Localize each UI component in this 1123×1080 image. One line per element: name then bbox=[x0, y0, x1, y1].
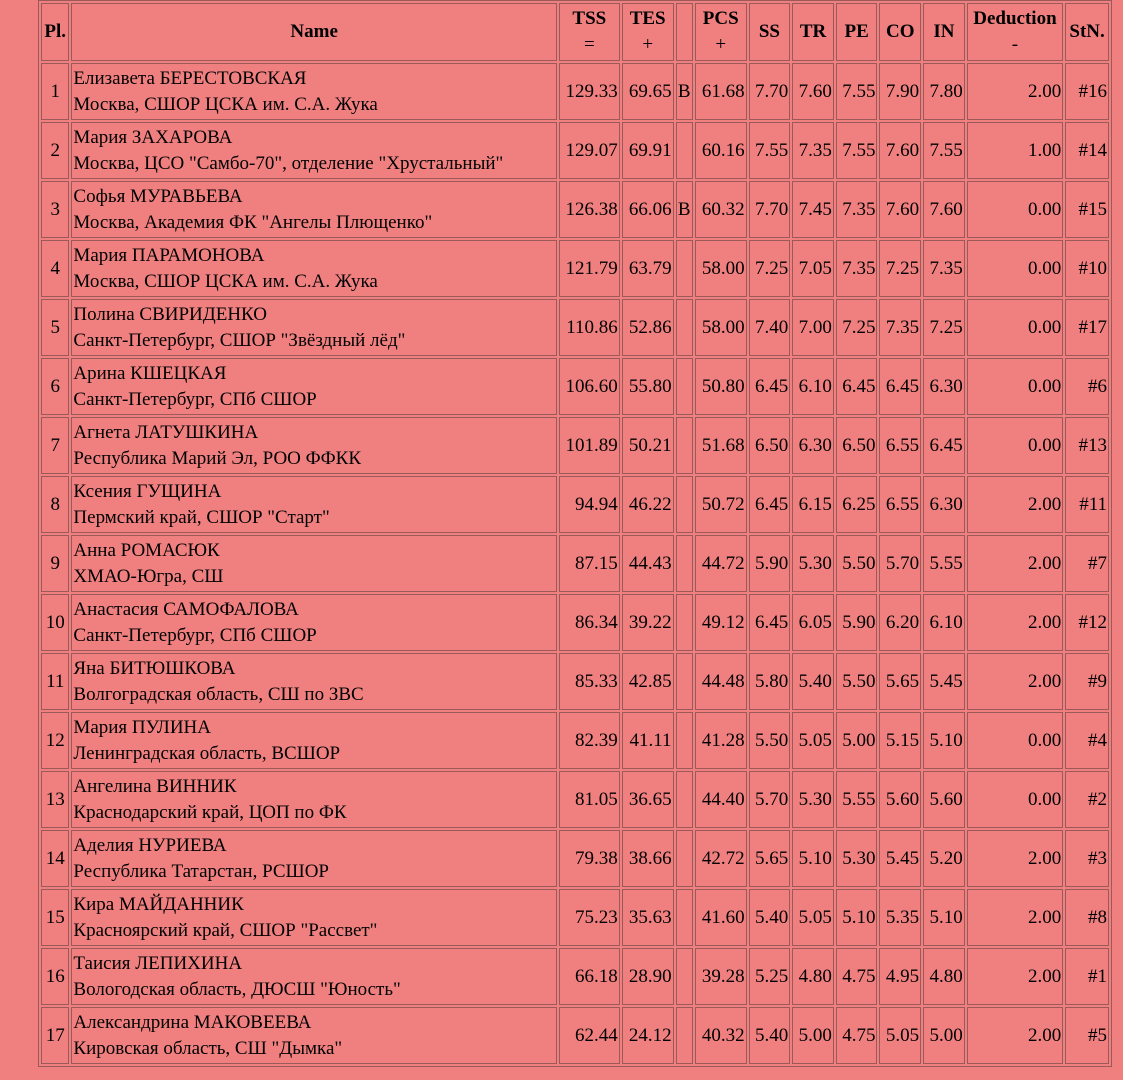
in-cell: 7.35 bbox=[923, 240, 965, 297]
pcs-cell: 60.32 bbox=[695, 181, 747, 238]
skater-club: Красноярский край, СШОР "Рассвет" bbox=[73, 919, 378, 941]
tss-cell: 62.44 bbox=[559, 1007, 620, 1064]
ss-cell: 5.50 bbox=[749, 712, 791, 769]
pcs-cell: 51.68 bbox=[695, 417, 747, 474]
deduction-cell: 0.00 bbox=[967, 712, 1063, 769]
name-cell bbox=[71, 299, 556, 356]
header-deduction: Deduction - bbox=[967, 3, 1063, 61]
header-tss: TSS = bbox=[559, 3, 620, 61]
name-cell bbox=[71, 417, 556, 474]
place-cell: 16 bbox=[41, 948, 69, 1005]
name-cell bbox=[71, 535, 556, 592]
pe-cell: 7.35 bbox=[836, 181, 878, 238]
pe-cell: 5.50 bbox=[836, 535, 878, 592]
name-cell bbox=[71, 358, 556, 415]
start-number-cell: #12 bbox=[1065, 594, 1109, 651]
tss-cell: 129.33 bbox=[559, 63, 620, 120]
pe-cell: 6.25 bbox=[836, 476, 878, 533]
skater-club: Санкт-Петербург, СПб СШОР bbox=[73, 624, 317, 646]
start-number-cell: #11 bbox=[1065, 476, 1109, 533]
tss-cell: 86.34 bbox=[559, 594, 620, 651]
pcs-cell: 40.32 bbox=[695, 1007, 747, 1064]
header-ss: SS bbox=[749, 3, 791, 61]
tes-cell: 24.12 bbox=[622, 1007, 674, 1064]
pcs-cell: 44.48 bbox=[695, 653, 747, 710]
co-cell: 5.15 bbox=[879, 712, 921, 769]
bonus-cell: B bbox=[676, 63, 693, 120]
deduction-cell: 2.00 bbox=[967, 63, 1063, 120]
place-cell: 10 bbox=[41, 594, 69, 651]
deduction-cell: 2.00 bbox=[967, 653, 1063, 710]
tr-cell: 6.10 bbox=[792, 358, 834, 415]
in-cell: 5.10 bbox=[923, 712, 965, 769]
pcs-cell: 44.40 bbox=[695, 771, 747, 828]
ss-cell: 5.80 bbox=[749, 653, 791, 710]
start-number-cell: #9 bbox=[1065, 653, 1109, 710]
pe-cell: 5.10 bbox=[836, 889, 878, 946]
table-row bbox=[41, 181, 1109, 238]
table-row bbox=[41, 535, 1109, 592]
ss-cell: 6.45 bbox=[749, 594, 791, 651]
ss-cell: 7.70 bbox=[749, 181, 791, 238]
table-row bbox=[41, 830, 1109, 887]
tr-cell: 7.35 bbox=[792, 122, 834, 179]
pe-cell: 5.30 bbox=[836, 830, 878, 887]
tes-cell: 28.90 bbox=[622, 948, 674, 1005]
pcs-cell: 50.80 bbox=[695, 358, 747, 415]
co-cell: 5.45 bbox=[879, 830, 921, 887]
header-tr: TR bbox=[792, 3, 834, 61]
pe-cell: 7.35 bbox=[836, 240, 878, 297]
skater-name: Ксения ГУЩИНА bbox=[73, 480, 222, 502]
header-place: Pl. bbox=[41, 3, 69, 61]
start-number-cell: #6 bbox=[1065, 358, 1109, 415]
table-row bbox=[41, 299, 1109, 356]
co-cell: 5.05 bbox=[879, 1007, 921, 1064]
place-cell: 1 bbox=[41, 63, 69, 120]
in-cell: 6.30 bbox=[923, 476, 965, 533]
name-cell bbox=[71, 122, 556, 179]
pcs-cell: 42.72 bbox=[695, 830, 747, 887]
table-row bbox=[41, 771, 1109, 828]
place-cell: 4 bbox=[41, 240, 69, 297]
tss-cell: 94.94 bbox=[559, 476, 620, 533]
tes-cell: 50.21 bbox=[622, 417, 674, 474]
place-cell: 11 bbox=[41, 653, 69, 710]
place-cell: 17 bbox=[41, 1007, 69, 1064]
bonus-cell bbox=[676, 771, 693, 828]
tr-cell: 5.00 bbox=[792, 1007, 834, 1064]
tr-cell: 7.60 bbox=[792, 63, 834, 120]
table-row bbox=[41, 1007, 1109, 1064]
deduction-cell: 2.00 bbox=[967, 948, 1063, 1005]
table-row bbox=[41, 594, 1109, 651]
skater-club: Ленинградская область, ВСШОР bbox=[73, 742, 341, 764]
skater-name: Полина СВИРИДЕНКО bbox=[73, 303, 267, 325]
table-row bbox=[41, 358, 1109, 415]
pe-cell: 7.55 bbox=[836, 122, 878, 179]
tr-cell: 6.05 bbox=[792, 594, 834, 651]
pcs-cell: 44.72 bbox=[695, 535, 747, 592]
in-cell: 4.80 bbox=[923, 948, 965, 1005]
in-cell: 7.25 bbox=[923, 299, 965, 356]
skater-name: Елизавета БЕРЕСТОВСКАЯ bbox=[73, 67, 307, 89]
co-cell: 6.45 bbox=[879, 358, 921, 415]
pcs-cell: 50.72 bbox=[695, 476, 747, 533]
co-cell: 4.95 bbox=[879, 948, 921, 1005]
start-number-cell: #17 bbox=[1065, 299, 1109, 356]
co-cell: 7.90 bbox=[879, 63, 921, 120]
results-table bbox=[38, 0, 1112, 1067]
bonus-cell bbox=[676, 889, 693, 946]
skater-club: ХМАО-Югра, СШ bbox=[73, 565, 224, 587]
skater-club: Краснодарский край, ЦОП по ФК bbox=[73, 801, 347, 823]
deduction-cell: 2.00 bbox=[967, 535, 1063, 592]
ss-cell: 5.40 bbox=[749, 1007, 791, 1064]
in-cell: 6.45 bbox=[923, 417, 965, 474]
co-cell: 7.35 bbox=[879, 299, 921, 356]
tr-cell: 7.00 bbox=[792, 299, 834, 356]
header-pe: PE bbox=[836, 3, 878, 61]
ss-cell: 7.70 bbox=[749, 63, 791, 120]
header-in: IN bbox=[923, 3, 965, 61]
place-cell: 5 bbox=[41, 299, 69, 356]
skater-name: Аделия НУРИЕВА bbox=[73, 834, 227, 856]
in-cell: 6.30 bbox=[923, 358, 965, 415]
pcs-cell: 39.28 bbox=[695, 948, 747, 1005]
name-cell bbox=[71, 1007, 556, 1064]
pe-cell: 5.55 bbox=[836, 771, 878, 828]
table-row bbox=[41, 122, 1109, 179]
bonus-cell bbox=[676, 1007, 693, 1064]
ss-cell: 5.25 bbox=[749, 948, 791, 1005]
skater-name: Анна РОМАСЮК bbox=[73, 539, 220, 561]
pcs-cell: 58.00 bbox=[695, 240, 747, 297]
co-cell: 5.65 bbox=[879, 653, 921, 710]
skater-club: Москва, СШОР ЦСКА им. С.А. Жука bbox=[73, 270, 378, 292]
in-cell: 6.10 bbox=[923, 594, 965, 651]
name-cell bbox=[71, 181, 556, 238]
place-cell: 15 bbox=[41, 889, 69, 946]
name-cell bbox=[71, 594, 556, 651]
in-cell: 5.60 bbox=[923, 771, 965, 828]
deduction-cell: 2.00 bbox=[967, 594, 1063, 651]
skater-club: Санкт-Петербург, СШОР "Звёздный лёд" bbox=[73, 329, 406, 351]
table-row bbox=[41, 476, 1109, 533]
pe-cell: 5.00 bbox=[836, 712, 878, 769]
bonus-cell: B bbox=[676, 181, 693, 238]
tss-cell: 126.38 bbox=[559, 181, 620, 238]
name-cell bbox=[71, 712, 556, 769]
tr-cell: 5.30 bbox=[792, 771, 834, 828]
deduction-cell: 2.00 bbox=[967, 476, 1063, 533]
co-cell: 7.25 bbox=[879, 240, 921, 297]
header-co: CO bbox=[879, 3, 921, 61]
place-cell: 2 bbox=[41, 122, 69, 179]
tes-cell: 41.11 bbox=[622, 712, 674, 769]
tss-cell: 110.86 bbox=[559, 299, 620, 356]
header-start-number: StN. bbox=[1065, 3, 1109, 61]
tss-cell: 79.38 bbox=[559, 830, 620, 887]
bonus-cell bbox=[676, 299, 693, 356]
start-number-cell: #10 bbox=[1065, 240, 1109, 297]
skater-name: Мария ПАРАМОНОВА bbox=[73, 244, 265, 266]
name-cell bbox=[71, 771, 556, 828]
place-cell: 13 bbox=[41, 771, 69, 828]
tss-cell: 87.15 bbox=[559, 535, 620, 592]
tes-cell: 35.63 bbox=[622, 889, 674, 946]
start-number-cell: #7 bbox=[1065, 535, 1109, 592]
tes-cell: 36.65 bbox=[622, 771, 674, 828]
name-cell bbox=[71, 476, 556, 533]
skater-name: Анастасия САМОФАЛОВА bbox=[73, 598, 299, 620]
pcs-cell: 60.16 bbox=[695, 122, 747, 179]
name-cell bbox=[71, 948, 556, 1005]
tes-cell: 39.22 bbox=[622, 594, 674, 651]
deduction-cell: 1.00 bbox=[967, 122, 1063, 179]
in-cell: 5.45 bbox=[923, 653, 965, 710]
co-cell: 5.70 bbox=[879, 535, 921, 592]
start-number-cell: #2 bbox=[1065, 771, 1109, 828]
tes-cell: 66.06 bbox=[622, 181, 674, 238]
in-cell: 5.55 bbox=[923, 535, 965, 592]
pcs-cell: 41.60 bbox=[695, 889, 747, 946]
table-row bbox=[41, 417, 1109, 474]
header-row bbox=[41, 3, 1109, 61]
skater-name: Таисия ЛЕПИХИНА bbox=[73, 952, 243, 974]
start-number-cell: #15 bbox=[1065, 181, 1109, 238]
start-number-cell: #14 bbox=[1065, 122, 1109, 179]
skater-name: Мария ЗАХАРОВА bbox=[73, 126, 233, 148]
tss-cell: 106.60 bbox=[559, 358, 620, 415]
name-cell bbox=[71, 240, 556, 297]
ss-cell: 5.65 bbox=[749, 830, 791, 887]
pe-cell: 4.75 bbox=[836, 1007, 878, 1064]
skater-name: Агнета ЛАТУШКИНА bbox=[73, 421, 259, 443]
tss-cell: 66.18 bbox=[559, 948, 620, 1005]
skater-name: Мария ПУЛИНА bbox=[73, 716, 211, 738]
tes-cell: 46.22 bbox=[622, 476, 674, 533]
skater-club: Кировская область, СШ "Дымка" bbox=[73, 1037, 343, 1059]
deduction-cell: 0.00 bbox=[967, 417, 1063, 474]
pe-cell: 5.90 bbox=[836, 594, 878, 651]
tr-cell: 5.05 bbox=[792, 712, 834, 769]
header-tes: TES + bbox=[622, 3, 674, 61]
tss-cell: 75.23 bbox=[559, 889, 620, 946]
tss-cell: 129.07 bbox=[559, 122, 620, 179]
tr-cell: 6.15 bbox=[792, 476, 834, 533]
pe-cell: 5.50 bbox=[836, 653, 878, 710]
deduction-cell: 2.00 bbox=[967, 830, 1063, 887]
ss-cell: 7.25 bbox=[749, 240, 791, 297]
bonus-cell bbox=[676, 417, 693, 474]
table-row bbox=[41, 63, 1109, 120]
place-cell: 14 bbox=[41, 830, 69, 887]
pcs-cell: 58.00 bbox=[695, 299, 747, 356]
skater-club: Волгоградская область, СШ по ЗВС bbox=[73, 683, 364, 705]
in-cell: 7.55 bbox=[923, 122, 965, 179]
name-cell bbox=[71, 889, 556, 946]
tr-cell: 5.40 bbox=[792, 653, 834, 710]
start-number-cell: #1 bbox=[1065, 948, 1109, 1005]
table-row bbox=[41, 712, 1109, 769]
deduction-cell: 0.00 bbox=[967, 771, 1063, 828]
pe-cell: 6.45 bbox=[836, 358, 878, 415]
ss-cell: 5.70 bbox=[749, 771, 791, 828]
tes-cell: 55.80 bbox=[622, 358, 674, 415]
tes-cell: 42.85 bbox=[622, 653, 674, 710]
header-bonus bbox=[676, 3, 693, 61]
pe-cell: 7.55 bbox=[836, 63, 878, 120]
table-row bbox=[41, 240, 1109, 297]
ss-cell: 5.90 bbox=[749, 535, 791, 592]
co-cell: 6.20 bbox=[879, 594, 921, 651]
ss-cell: 6.45 bbox=[749, 358, 791, 415]
skater-club: Москва, ЦСО "Самбо-70", отделение "Хрустальный" bbox=[73, 152, 504, 174]
skater-club: Пермский край, СШОР "Старт" bbox=[73, 506, 330, 528]
deduction-cell: 2.00 bbox=[967, 889, 1063, 946]
start-number-cell: #16 bbox=[1065, 63, 1109, 120]
deduction-cell: 0.00 bbox=[967, 358, 1063, 415]
bonus-cell bbox=[676, 830, 693, 887]
place-cell: 3 bbox=[41, 181, 69, 238]
in-cell: 7.80 bbox=[923, 63, 965, 120]
tes-cell: 69.91 bbox=[622, 122, 674, 179]
tss-cell: 82.39 bbox=[559, 712, 620, 769]
skater-name: Софья МУРАВЬЕВА bbox=[73, 185, 243, 207]
deduction-cell: 2.00 bbox=[967, 1007, 1063, 1064]
skater-club: Республика Татарстан, РСШОР bbox=[73, 860, 330, 882]
tss-cell: 121.79 bbox=[559, 240, 620, 297]
name-cell bbox=[71, 63, 556, 120]
skater-club: Москва, СШОР ЦСКА им. С.А. Жука bbox=[73, 93, 378, 115]
deduction-cell: 0.00 bbox=[967, 299, 1063, 356]
skater-name: Арина КШЕЦКАЯ bbox=[73, 362, 227, 384]
name-cell bbox=[71, 653, 556, 710]
table-row bbox=[41, 653, 1109, 710]
in-cell: 7.60 bbox=[923, 181, 965, 238]
header-name: Name bbox=[71, 3, 556, 61]
pcs-cell: 61.68 bbox=[695, 63, 747, 120]
tr-cell: 5.30 bbox=[792, 535, 834, 592]
pe-cell: 6.50 bbox=[836, 417, 878, 474]
ss-cell: 5.40 bbox=[749, 889, 791, 946]
tes-cell: 38.66 bbox=[622, 830, 674, 887]
tr-cell: 7.05 bbox=[792, 240, 834, 297]
skater-club: Москва, Академия ФК "Ангелы Плющенко" bbox=[73, 211, 433, 233]
header-pcs: PCS + bbox=[695, 3, 747, 61]
co-cell: 7.60 bbox=[879, 122, 921, 179]
in-cell: 5.10 bbox=[923, 889, 965, 946]
pe-cell: 7.25 bbox=[836, 299, 878, 356]
bonus-cell bbox=[676, 122, 693, 179]
pcs-cell: 49.12 bbox=[695, 594, 747, 651]
pcs-cell: 41.28 bbox=[695, 712, 747, 769]
start-number-cell: #13 bbox=[1065, 417, 1109, 474]
ss-cell: 6.45 bbox=[749, 476, 791, 533]
skater-name: Яна БИТЮШКОВА bbox=[73, 657, 236, 679]
place-cell: 6 bbox=[41, 358, 69, 415]
skater-name: Кира МАЙДАННИК bbox=[73, 893, 244, 915]
tr-cell: 6.30 bbox=[792, 417, 834, 474]
start-number-cell: #3 bbox=[1065, 830, 1109, 887]
deduction-cell: 0.00 bbox=[967, 181, 1063, 238]
bonus-cell bbox=[676, 712, 693, 769]
bonus-cell bbox=[676, 240, 693, 297]
tes-cell: 44.43 bbox=[622, 535, 674, 592]
co-cell: 5.60 bbox=[879, 771, 921, 828]
name-cell bbox=[71, 830, 556, 887]
co-cell: 6.55 bbox=[879, 476, 921, 533]
start-number-cell: #8 bbox=[1065, 889, 1109, 946]
bonus-cell bbox=[676, 535, 693, 592]
in-cell: 5.00 bbox=[923, 1007, 965, 1064]
start-number-cell: #4 bbox=[1065, 712, 1109, 769]
co-cell: 7.60 bbox=[879, 181, 921, 238]
skater-name: Ангелина ВИННИК bbox=[73, 775, 237, 797]
co-cell: 5.35 bbox=[879, 889, 921, 946]
place-cell: 8 bbox=[41, 476, 69, 533]
skater-name: Александрина МАКОВЕЕВА bbox=[73, 1011, 312, 1033]
skater-club: Республика Марий Эл, РОО ФФКК bbox=[73, 447, 362, 469]
bonus-cell bbox=[676, 594, 693, 651]
ss-cell: 7.40 bbox=[749, 299, 791, 356]
tes-cell: 69.65 bbox=[622, 63, 674, 120]
ss-cell: 6.50 bbox=[749, 417, 791, 474]
place-cell: 7 bbox=[41, 417, 69, 474]
ss-cell: 7.55 bbox=[749, 122, 791, 179]
table-row bbox=[41, 948, 1109, 1005]
skater-club: Вологодская область, ДЮСШ "Юность" bbox=[73, 978, 401, 1000]
tr-cell: 5.10 bbox=[792, 830, 834, 887]
deduction-cell: 0.00 bbox=[967, 240, 1063, 297]
tes-cell: 63.79 bbox=[622, 240, 674, 297]
tss-cell: 101.89 bbox=[559, 417, 620, 474]
tss-cell: 85.33 bbox=[559, 653, 620, 710]
place-cell: 12 bbox=[41, 712, 69, 769]
bonus-cell bbox=[676, 948, 693, 1005]
bonus-cell bbox=[676, 653, 693, 710]
co-cell: 6.55 bbox=[879, 417, 921, 474]
skater-club: Санкт-Петербург, СПб СШОР bbox=[73, 388, 317, 410]
tr-cell: 4.80 bbox=[792, 948, 834, 1005]
pe-cell: 4.75 bbox=[836, 948, 878, 1005]
start-number-cell: #5 bbox=[1065, 1007, 1109, 1064]
bonus-cell bbox=[676, 476, 693, 533]
tes-cell: 52.86 bbox=[622, 299, 674, 356]
tr-cell: 5.05 bbox=[792, 889, 834, 946]
tr-cell: 7.45 bbox=[792, 181, 834, 238]
in-cell: 5.20 bbox=[923, 830, 965, 887]
tss-cell: 81.05 bbox=[559, 771, 620, 828]
table-row bbox=[41, 889, 1109, 946]
place-cell: 9 bbox=[41, 535, 69, 592]
bonus-cell bbox=[676, 358, 693, 415]
